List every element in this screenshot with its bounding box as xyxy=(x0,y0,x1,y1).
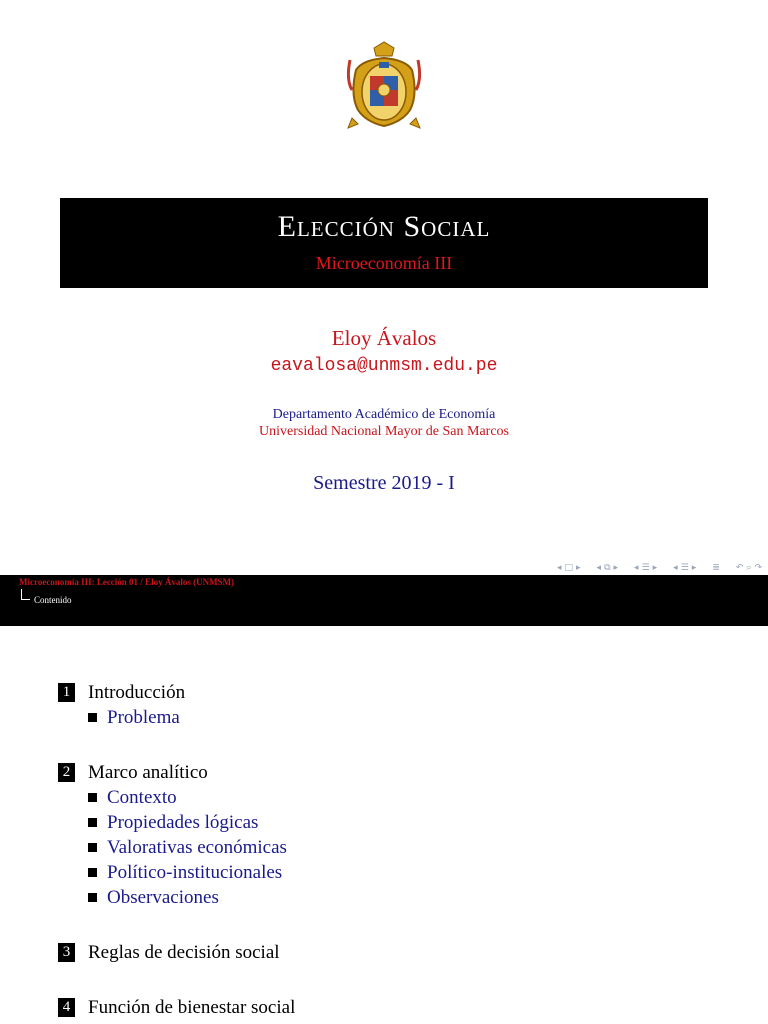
nav-right-arrow-icon[interactable]: ▸ xyxy=(576,563,581,573)
align-icon[interactable]: ≣ xyxy=(712,563,720,573)
tree-connector xyxy=(21,589,30,600)
subsection-label[interactable]: Contexto xyxy=(107,786,177,808)
redo-icon[interactable]: ↷ xyxy=(754,563,762,573)
subsection-icon[interactable]: ⧉ xyxy=(604,563,611,573)
section-label[interactable]: Función de bienestar social xyxy=(88,996,296,1018)
nav-left-arrow-icon[interactable]: ◂ xyxy=(556,563,562,573)
bullet-icon xyxy=(88,793,97,802)
slide-subtitle: Microeconomía III xyxy=(315,253,453,273)
author-email[interactable]: eavalosa@unmsm.edu.pe xyxy=(270,356,498,376)
nav-left-arrow-icon[interactable]: ◂ xyxy=(673,563,678,573)
section-number: 4 xyxy=(58,998,75,1017)
toc-section[interactable] xyxy=(58,995,738,1020)
nav-left-arrow-icon[interactable]: ◂ xyxy=(596,563,602,573)
beamer-navigation-bar xyxy=(557,561,762,575)
section-icon[interactable]: ☰ xyxy=(680,563,689,573)
department-name: Departamento Académico de Economía xyxy=(272,407,496,422)
toc-section[interactable] xyxy=(58,940,738,965)
section-number: 3 xyxy=(58,943,75,962)
subsection-label[interactable]: Propiedades lógicas xyxy=(107,811,259,833)
section-label[interactable]: Reglas de decisión social xyxy=(88,941,280,963)
section-icon[interactable]: ☰ xyxy=(641,563,650,573)
header-breadcrumb[interactable]: Microeconomía III: Lección 01 / Eloy Ávalos (UNMSM) xyxy=(19,577,235,587)
bullet-icon xyxy=(88,893,97,902)
subsection-label[interactable]: Valorativas económicas xyxy=(107,836,287,858)
slide-header xyxy=(0,575,768,626)
subsection-label[interactable]: Problema xyxy=(107,706,180,728)
toc-section[interactable] xyxy=(58,680,738,705)
toc-section[interactable] xyxy=(58,760,738,785)
bullet-icon xyxy=(88,843,97,852)
nav-right-arrow-icon[interactable]: ▸ xyxy=(613,563,619,573)
toc-subsection[interactable] xyxy=(58,705,738,730)
title-banner xyxy=(60,198,708,288)
section-label[interactable]: Introducción xyxy=(88,681,186,703)
header-section[interactable]: Contenido xyxy=(34,595,72,605)
bullet-icon xyxy=(88,818,97,827)
subsection-label[interactable]: Político-institucionales xyxy=(107,861,283,883)
bullet-icon xyxy=(88,868,97,877)
toc-subsection[interactable] xyxy=(58,835,738,860)
undo-icon[interactable]: ↶ xyxy=(735,563,744,573)
subsection-label[interactable]: Observaciones xyxy=(107,886,219,908)
section-number: 1 xyxy=(58,683,75,702)
nav-right-arrow-icon[interactable]: ▸ xyxy=(652,563,658,573)
nav-left-arrow-icon[interactable]: ◂ xyxy=(634,563,639,573)
nav-right-arrow-icon[interactable]: ▸ xyxy=(691,563,697,573)
toc-subsection[interactable] xyxy=(58,785,738,810)
toc-subsection[interactable] xyxy=(58,885,738,910)
toc-subsection[interactable] xyxy=(58,860,738,885)
frame-icon[interactable]: □ xyxy=(564,563,573,573)
semester-label: Semestre 2019 - I xyxy=(313,472,455,494)
bullet-icon xyxy=(88,713,97,722)
toc-subsection[interactable] xyxy=(58,810,738,835)
slide-title: Elección Social xyxy=(277,210,491,243)
search-icon[interactable]: ⌕ xyxy=(746,563,752,573)
university-crest-logo xyxy=(346,40,422,130)
author-name: Eloy Ávalos xyxy=(331,326,437,350)
section-number: 2 xyxy=(58,763,75,782)
section-label[interactable]: Marco analítico xyxy=(88,761,208,783)
university-name: Universidad Nacional Mayor de San Marcos xyxy=(259,424,509,439)
table-of-contents xyxy=(58,680,738,1020)
